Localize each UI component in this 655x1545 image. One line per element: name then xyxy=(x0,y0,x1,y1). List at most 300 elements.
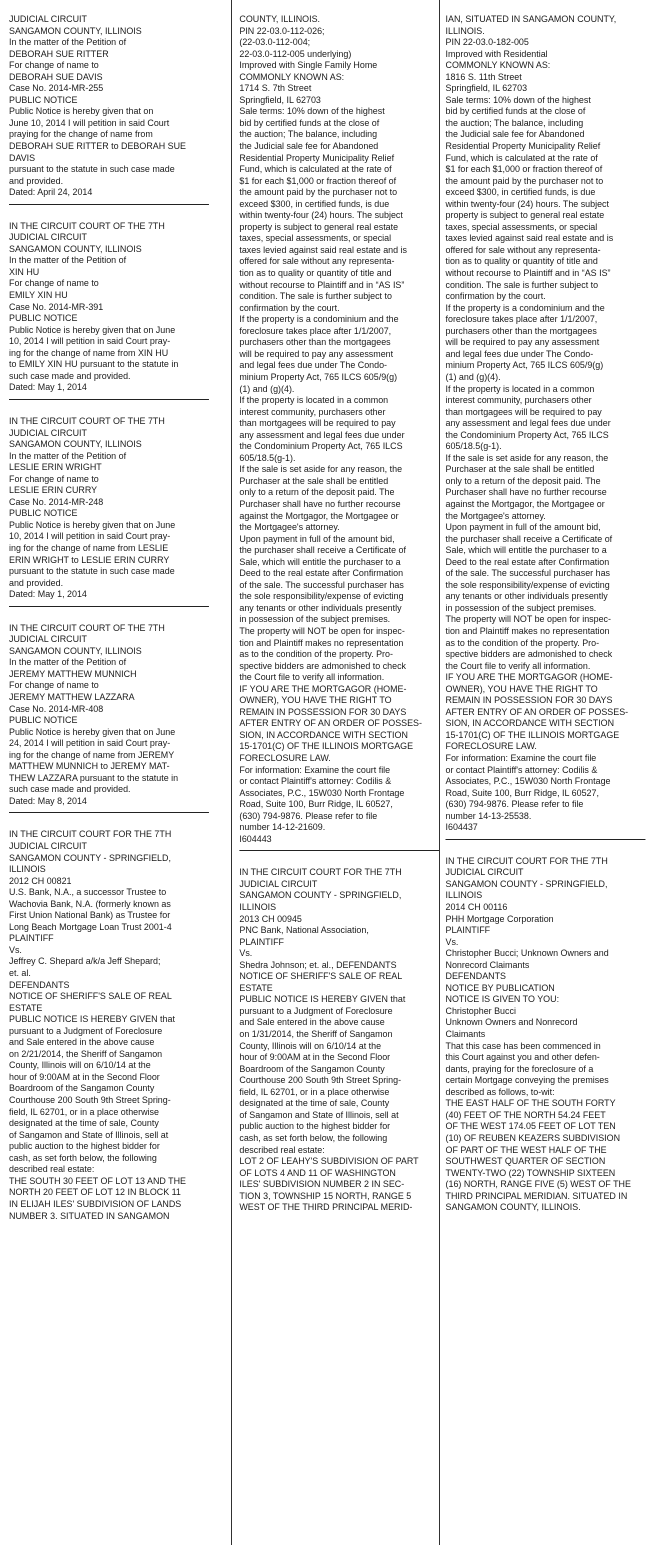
notice-text-line: (10) OF REUBEN KEAZERS SUBDIVISION xyxy=(445,1132,621,1144)
notice-text-line: Sale terms: 10% down of the highest xyxy=(445,94,591,106)
notice-text-line: described real estate: xyxy=(239,1144,325,1156)
notice-text-line: Dated: May 8, 2014 xyxy=(9,795,87,807)
notice-text-line: ERIN WRIGHT to LESLIE ERIN CURRY xyxy=(9,554,170,566)
notice-text-line: PUBLIC NOTICE IS HEREBY GIVEN that xyxy=(239,994,406,1006)
notice-text-line: Springfield, IL 62703 xyxy=(445,83,528,95)
notice-text-line: IN THE CIRCUIT COURT OF THE 7TH xyxy=(9,415,165,427)
notice-text-line: Long Beach Mortgage Loan Trust 2001-4 xyxy=(9,921,172,933)
notice-text-line: IN THE CIRCUIT COURT FOR THE 7TH xyxy=(445,855,608,867)
notice-text-line: SANGAMON COUNTY, ILLINOIS xyxy=(9,25,142,37)
notice-text-line: on 2/21/2014, the Sheriff of Sangamon xyxy=(9,1048,163,1060)
notice-divider xyxy=(9,606,209,607)
notice-text-line: dants, praying for the foreclosure of a xyxy=(445,1063,594,1075)
notice-text-line: NOTICE BY PUBLICATION xyxy=(445,982,555,994)
notice-text-line: only to a return of the deposit paid. The xyxy=(445,475,601,487)
notice-text-line: will be required to pay any assessment xyxy=(445,337,600,349)
notice-text-line: Boardroom of the Sangamon County xyxy=(239,1063,385,1075)
notice-text-line: For information: Examine the court file xyxy=(239,764,391,776)
notice-text-line: ESTATE xyxy=(239,982,273,994)
notice-text-line: Residential Property Municipality Relief xyxy=(239,152,395,164)
legal-notice xyxy=(446,14,646,840)
notice-text-line: (630) 794-9876. Please refer to file xyxy=(445,799,584,811)
notice-text-line: PUBLIC NOTICE xyxy=(9,313,78,325)
notice-text-line: hour of 9:00AM at in the Second Floor xyxy=(9,1071,160,1083)
notice-text-line: ILES' SUBDIVISION NUMBER 2 IN SEC- xyxy=(239,1179,405,1191)
notice-text-line: the auction; The balance, including xyxy=(239,129,378,141)
notice-text-line: ILLINOIS. xyxy=(445,25,485,37)
notice-text-line: Purchaser shall have no further recourse xyxy=(445,487,607,499)
legal-notice xyxy=(239,867,439,1213)
notice-divider xyxy=(9,204,209,205)
notice-text-line: Deed to the real estate after Confirmation xyxy=(445,556,610,568)
notice-text-line: SANGAMON COUNTY - SPRINGFIELD, xyxy=(445,878,608,890)
notice-text-line: any assessment and legal fees due under xyxy=(239,429,405,441)
notice-text-line: If the property is a condominium and the xyxy=(445,302,605,314)
notice-text-line: Fund, which is calculated at the rate of xyxy=(239,164,392,176)
notice-text-line: within twenty-four (24) hours. The subject xyxy=(239,210,403,222)
notice-text-line: ILLINOIS xyxy=(239,902,277,914)
notice-text-line: ILLINOIS xyxy=(9,864,46,876)
notice-text-line: and Sale entered in the above cause xyxy=(9,1037,155,1049)
notice-text-line: For change of name to xyxy=(9,278,99,290)
notice-text-line: Wachovia Bank, N.A. (formerly known as xyxy=(9,898,171,910)
notice-text-line: Shedra Johnson; et. al., DEFENDANTS xyxy=(239,959,397,971)
notice-text-line: (630) 794-9876. Please refer to file xyxy=(239,810,378,822)
notice-text-line: SANGAMON COUNTY, ILLINOIS xyxy=(9,645,142,657)
notice-text-line: Public Notice is hereby given that on June xyxy=(9,726,176,738)
notice-divider xyxy=(9,399,209,400)
notice-text-line: the sole responsibility/expense of evicting xyxy=(445,579,610,591)
notice-text-line: SANGAMON COUNTY - SPRINGFIELD, xyxy=(9,852,171,864)
notice-text-line: in possession of the subject premises. xyxy=(239,614,391,626)
notice-text-line: Vs. xyxy=(239,948,253,960)
notice-text-line: I604443 xyxy=(239,833,272,845)
notice-text-line: If the property is located in a common xyxy=(239,395,389,407)
notice-text-line: 1816 S. 11th Street xyxy=(445,71,522,83)
column-3 xyxy=(439,0,634,1545)
notice-text-line: Sale, which will entitle the purchaser to a xyxy=(445,545,607,557)
notice-text-line: NUMBER 3. SITUATED IN SANGAMON xyxy=(9,1210,170,1222)
notice-text-line: Purchaser at the sale shall be entitled xyxy=(239,475,389,487)
notice-text-line: COMMONLY KNOWN AS: xyxy=(239,71,345,83)
notice-text-line: PLAINTIFF xyxy=(9,933,54,945)
notice-text-line: field, IL 62701, or in a place otherwise xyxy=(239,1086,390,1098)
notice-text-line: SANGAMON COUNTY, ILLINOIS. xyxy=(445,1202,581,1214)
notice-text-line: number 14-12-21609. xyxy=(239,822,326,834)
notice-text-line: For change of name to xyxy=(9,473,99,485)
notice-text-line: described as follows, to-wit: xyxy=(445,1086,555,1098)
notice-text-line: taxes, special assessments, or special xyxy=(445,221,598,233)
notice-text-line: For information: Examine the court file xyxy=(445,753,597,764)
notice-text-line: If the property is located in a common xyxy=(445,383,595,395)
notice-text-line: In the matter of the Petition of xyxy=(9,657,127,669)
notice-text-line: The property will NOT be open for inspec- xyxy=(239,625,405,637)
notice-text-line: ing for the change of name from JEREMY xyxy=(9,749,175,761)
notice-text-line: 15-1701(C) OF THE ILLINOIS MORTGAGE xyxy=(445,729,620,741)
notice-text-line: ILLINOIS xyxy=(445,890,483,902)
notice-text-line: field, IL 62701, or in a place otherwise xyxy=(9,1106,159,1118)
notice-text-line: the Condominium Property Act, 765 ILCS xyxy=(445,429,609,441)
notice-text-line: cash, as set forth below, the following xyxy=(239,1132,388,1144)
notice-text-line: DAVIS xyxy=(9,152,36,164)
notice-text-line: Improved with Single Family Home xyxy=(239,60,378,72)
notice-text-line: foreclosure takes place after 1/1/2007, xyxy=(239,325,392,337)
notice-text-line: the purchaser shall receive a Certificate of xyxy=(445,533,613,545)
notice-text-line: the Judicial sale fee for Abandoned xyxy=(445,129,585,141)
notice-text-line: NOTICE OF SHERIFF'S SALE OF REAL xyxy=(239,971,403,983)
notice-text-line: Upon payment in full of the amount bid, xyxy=(239,533,395,545)
notice-text-line: this Court against you and other defen- xyxy=(445,1052,600,1064)
notice-text-line: in possession of the subject premises. xyxy=(445,602,597,614)
notice-text-line: In the matter of the Petition of xyxy=(9,37,127,49)
notice-text-line: only to a return of the deposit paid. The xyxy=(239,487,395,499)
notice-text-line: Dated: April 24, 2014 xyxy=(9,187,93,199)
notice-text-line: foreclosure takes place after 1/1/2007, xyxy=(445,314,598,326)
notice-text-line: JUDICIAL CIRCUIT xyxy=(445,867,524,879)
notice-text-line: OF THE WEST 174.05 FEET OF LOT TEN xyxy=(445,1121,616,1133)
legal-notice xyxy=(9,416,209,607)
notice-text-line: EMILY XIN HU xyxy=(9,290,68,302)
notice-text-line: PLAINTIFF xyxy=(445,925,491,937)
notice-text-line: than mortgagees will be required to pay xyxy=(239,418,396,430)
notice-text-line: JEREMY MATTHEW MUNNICH xyxy=(9,668,137,680)
column-1 xyxy=(9,0,195,1545)
notice-text-line: County, Illinois will on 6/10/14 at the xyxy=(239,1040,382,1052)
notice-text-line: In the matter of the Petition of xyxy=(9,450,127,462)
notice-text-line: PIN 22-03.0-182-005 xyxy=(445,37,529,49)
notice-text-line: TWENTY-TWO (22) TOWNSHIP SIXTEEN xyxy=(445,1167,616,1179)
notice-text-line: pursuant to the statute in such case made xyxy=(9,164,175,176)
notice-text-line: 22-03.0-112-005 underlying) xyxy=(239,48,352,60)
notice-text-line: Public Notice is hereby given that on xyxy=(9,106,154,118)
notice-text-line: PNC Bank, National Association, xyxy=(239,925,369,937)
notice-text-line: AFTER ENTRY OF AN ORDER OF POSSES- xyxy=(445,706,629,718)
notice-text-line: Public Notice is hereby given that on June xyxy=(9,324,176,336)
notice-text-line: IF YOU ARE THE MORTGAGOR (HOME- xyxy=(445,672,613,684)
notice-divider xyxy=(446,839,646,840)
notice-text-line: Residential Property Municipality Relief xyxy=(445,141,601,153)
notice-text-line: I604437 xyxy=(445,822,478,834)
notice-text-line: certain Mortgage conveying the premises xyxy=(445,1075,609,1087)
notice-text-line: minium Property Act, 765 ILCS 605/9(g) xyxy=(445,360,604,372)
notice-text-line: bid by certified funds at the close of xyxy=(239,117,380,129)
notice-text-line: SANGAMON COUNTY, ILLINOIS xyxy=(9,243,142,255)
notice-text-line: as to the condition of the property. Pro- xyxy=(239,649,393,661)
notice-text-line: tion as to quality or quantity of title and xyxy=(445,256,598,268)
notice-text-line: and legal fees due under The Condo- xyxy=(239,360,388,372)
notice-text-line: IN THE CIRCUIT COURT FOR THE 7TH xyxy=(239,867,402,879)
notice-text-line: Claimants xyxy=(445,1029,486,1041)
notice-text-line: SOUTHWEST QUARTER OF SECTION xyxy=(445,1156,606,1168)
notice-text-line: the sole responsibility/expense of evicting xyxy=(239,591,404,603)
notice-text-line: JUDICIAL CIRCUIT xyxy=(9,634,88,646)
notice-text-line: Courthouse 200 South 9th Street Spring- xyxy=(9,1095,171,1107)
legal-notice xyxy=(446,856,646,1214)
notice-text-line: County, Illinois will on 6/10/14 at the xyxy=(9,1060,151,1072)
notice-text-line: confirmation by the court. xyxy=(239,302,340,314)
notice-text-line: IN ELIJAH ILES' SUBDIVISION OF LANDS xyxy=(9,1198,182,1210)
notice-text-line: taxes levied against said real estate and is xyxy=(445,233,614,245)
notice-text-line: public auction to the highest bidder for xyxy=(239,1121,391,1133)
notice-text-line: OF LOTS 4 AND 11 OF WASHINGTON xyxy=(239,1167,396,1179)
notice-text-line: 10, 2014 I will petition in said Court pray- xyxy=(9,336,171,348)
notice-text-line: ESTATE xyxy=(9,1002,43,1014)
notice-text-line: Case No. 2014-MR-391 xyxy=(9,301,104,313)
notice-text-line: any tenants or other individuals presently xyxy=(445,591,608,603)
legal-notice xyxy=(9,14,209,205)
notice-text-line: DEBORAH SUE RITTER to DEBORAH SUE xyxy=(9,141,186,153)
notice-text-line: any assessment and legal fees due under xyxy=(445,418,611,430)
notice-text-line: $1 for each $1,000 or fraction thereof of xyxy=(239,175,397,187)
notice-text-line: (1) and (g)(4). xyxy=(445,371,501,383)
notice-text-line: of Sangamon and State of Illinois, sell at xyxy=(9,1129,169,1141)
notice-text-line: PUBLIC NOTICE xyxy=(9,94,78,106)
notice-text-line: (1) and (g)(4). xyxy=(239,383,295,395)
notice-text-line: June 10, 2014 I will petition in said Court xyxy=(9,117,170,129)
notice-text-line: First Union National Bank) as Trustee for xyxy=(9,910,171,922)
notice-text-line: DEFENDANTS xyxy=(445,971,506,983)
notice-text-line: taxes, special assessments, or special xyxy=(239,233,392,245)
notice-text-line: Springfield, IL 62703 xyxy=(239,94,321,106)
notice-text-line: the Condominium Property Act, 765 ILCS xyxy=(239,441,403,453)
legal-notice xyxy=(239,14,439,851)
notice-text-line: DEBORAH SUE DAVIS xyxy=(9,71,103,83)
notice-text-line: purchasers other than the mortgagees xyxy=(239,337,391,349)
notice-text-line: any tenants or other individuals presently xyxy=(239,602,402,614)
notice-text-line: NOTICE IS GIVEN TO YOU: xyxy=(445,994,560,1006)
notice-text-line: REMAIN IN POSSESSION FOR 30 DAYS xyxy=(239,706,407,718)
notice-text-line: the auction; The balance, including xyxy=(445,117,584,129)
notice-text-line: such case made and provided. xyxy=(9,370,131,382)
notice-text-line: (16) NORTH, RANGE FIVE (5) WEST OF THE xyxy=(445,1179,631,1191)
notice-text-line: $1 for each $1,000 or fraction thereof of xyxy=(445,164,603,176)
notice-text-line: JUDICIAL CIRCUIT xyxy=(9,232,88,244)
notice-text-line: 15-1701(C) OF THE ILLINOIS MORTGAGE xyxy=(239,741,414,753)
notice-text-line: condition. The sale is further subject to xyxy=(239,291,392,303)
notice-text-line: the Mortgagee's attorney. xyxy=(239,522,340,534)
notice-text-line: Christopher Bucci; Unknown Owners and xyxy=(445,948,609,960)
notice-text-line: described real estate: xyxy=(9,1164,95,1176)
notice-text-line: on 1/31/2014, the Sheriff of Sangamon xyxy=(239,1029,393,1041)
notice-text-line: et. al. xyxy=(9,968,31,980)
notice-text-line: Dated: May 1, 2014 xyxy=(9,382,87,394)
notice-text-line: PUBLIC NOTICE xyxy=(9,715,78,727)
notice-text-line: property is subject to general real estate xyxy=(445,210,605,222)
notice-text-line: XIN HU xyxy=(9,266,40,278)
notice-text-line: OWNER), YOU HAVE THE RIGHT TO xyxy=(445,683,598,695)
notice-text-line: JUDICIAL CIRCUIT xyxy=(9,14,88,25)
notice-text-line: the amount paid by the purchaser not to xyxy=(239,187,398,199)
notice-text-line: 1714 S. 7th Street xyxy=(239,83,312,95)
notice-text-line: WEST OF THE THIRD PRINCIPAL MERID- xyxy=(239,1202,413,1214)
notice-text-line: praying for the change of name from xyxy=(9,129,153,141)
notice-text-line: JUDICIAL CIRCUIT xyxy=(9,427,88,439)
notice-text-line: FORECLOSURE LAW. xyxy=(239,753,331,764)
notice-text-line: such case made and provided. xyxy=(9,784,131,796)
notice-text-line: SION, IN ACCORDANCE WITH SECTION xyxy=(239,729,408,741)
notice-text-line: JEREMY MATTHEW LAZZARA xyxy=(9,691,135,703)
notice-text-line: TION 3, TOWNSHIP 15 NORTH, RANGE 5 xyxy=(239,1190,412,1202)
notice-text-line: designated at the time of sale, County xyxy=(9,1118,159,1130)
notice-text-line: without recourse to Plaintiff and in “AS IS” xyxy=(445,268,611,280)
notice-text-line: tion and Plaintiff makes no representation xyxy=(445,625,610,637)
notice-text-line: interest community, purchasers other xyxy=(239,406,386,418)
notice-text-line: IN THE CIRCUIT COURT FOR THE 7TH xyxy=(9,829,172,841)
legal-notice xyxy=(9,221,209,400)
notice-text-line: tion and Plaintiff makes no representation xyxy=(239,637,404,649)
notice-text-line: within twenty-four (24) hours. The subject xyxy=(445,198,610,210)
notice-text-line: Boardroom of the Sangamon County xyxy=(9,1083,155,1095)
notice-text-line: and provided. xyxy=(9,577,64,589)
notice-text-line: minium Property Act, 765 ILCS 605/9(g) xyxy=(239,371,398,383)
notice-text-line: interest community, purchasers other xyxy=(445,395,592,407)
notice-text-line: exceed $300, in certified funds, is due xyxy=(445,187,596,199)
notice-text-line: designated at the time of sale, County xyxy=(239,1098,390,1110)
notice-text-line: 24, 2014 I will petition in said Court pray- xyxy=(9,738,171,750)
notice-text-line: Improved with Residential xyxy=(445,48,548,60)
notice-text-line: NOTICE OF SHERIFF'S SALE OF REAL xyxy=(9,991,172,1003)
notice-text-line: pursuant to a Judgment of Foreclosure xyxy=(9,1025,163,1037)
notice-text-line: and provided. xyxy=(9,175,64,187)
notice-text-line: the purchaser shall receive a Certificate of xyxy=(239,545,406,557)
notice-text-line: 605/18.5(g-1). xyxy=(445,441,502,453)
notice-divider xyxy=(239,850,439,851)
legal-notice xyxy=(9,829,209,1222)
notice-text-line: DEBORAH SUE RITTER xyxy=(9,48,109,60)
notice-text-line: JUDICIAL CIRCUIT xyxy=(9,841,88,852)
notice-text-line: or contact Plaintiff's attorney: Codilis & xyxy=(445,764,598,776)
notice-text-line: Case No. 2014-MR-248 xyxy=(9,496,104,508)
notice-text-line: LESLIE ERIN WRIGHT xyxy=(9,462,102,474)
notice-text-line: THIRD PRINCIPAL MERIDIAN. SITUATED IN xyxy=(445,1190,628,1202)
notice-text-line: bid by certified funds at the close of xyxy=(445,106,586,118)
notice-text-line: COUNTY, ILLINOIS. xyxy=(239,14,321,25)
notice-text-line: tion as to quality or quantity of title and xyxy=(239,268,392,280)
notice-text-line: REMAIN IN POSSESSION FOR 30 DAYS xyxy=(445,695,613,707)
notice-text-line: ing for the change of name from LESLIE xyxy=(9,542,169,554)
notice-text-line: offered for sale without any representa- xyxy=(239,256,395,268)
notice-text-line: condition. The sale is further subject to xyxy=(445,279,599,291)
notice-text-line: pursuant to the statute in such case made xyxy=(9,566,175,578)
notice-text-line: OWNER), YOU HAVE THE RIGHT TO xyxy=(239,695,392,707)
notice-text-line: If the sale is set aside for any reason, the xyxy=(445,452,609,464)
notice-text-line: IN THE CIRCUIT COURT OF THE 7TH xyxy=(9,622,165,634)
notice-text-line: PHH Mortgage Corporation xyxy=(445,913,554,925)
notice-text-line: LESLIE ERIN CURRY xyxy=(9,485,98,497)
notice-text-line: SION, IN ACCORDANCE WITH SECTION xyxy=(445,718,615,730)
notice-text-line: Sale, which will entitle the purchaser to a xyxy=(239,556,401,568)
notice-text-line: Courthouse 200 South 9th Street Spring- xyxy=(239,1075,402,1087)
notice-text-line: PIN 22-03.0-112-026; xyxy=(239,25,325,37)
notice-text-line: PUBLIC NOTICE IS HEREBY GIVEN that xyxy=(9,1014,175,1026)
notice-text-line: DEFENDANTS xyxy=(9,979,70,991)
notice-text-line: the Court file to verify all information. xyxy=(239,672,385,684)
notice-text-line: Fund, which is calculated at the rate of xyxy=(445,152,598,164)
notice-text-line: the Judicial sale fee for Abandoned xyxy=(239,141,379,153)
notice-text-line: taxes levied against said real estate and is xyxy=(239,244,408,256)
notice-text-line: Unknown Owners and Nonrecord xyxy=(445,1017,578,1029)
notice-text-line: Road, Suite 100, Burr Ridge, IL 60527, xyxy=(239,799,393,811)
notice-text-line: Deed to the real estate after Confirmation xyxy=(239,568,404,580)
notice-text-line: FORECLOSURE LAW. xyxy=(445,741,537,753)
notice-text-line: Purchaser at the sale shall be entitled xyxy=(445,464,595,476)
notice-text-line: and legal fees due under The Condo- xyxy=(445,348,594,360)
notice-text-line: as to the condition of the property. Pro- xyxy=(445,637,600,649)
notice-text-line: of the sale. The successful purchaser has xyxy=(445,568,611,580)
notice-text-line: COMMONLY KNOWN AS: xyxy=(445,60,551,72)
notice-text-line: (22-03.0-112-004; xyxy=(239,37,311,49)
notice-text-line: PLAINTIFF xyxy=(239,936,284,948)
notice-text-line: confirmation by the court. xyxy=(445,291,546,303)
notice-text-line: than mortgagees will be required to pay xyxy=(445,406,602,418)
notice-text-line: ing for the change of name from XIN HU xyxy=(9,347,169,359)
notice-text-line: against the Mortgagor, the Mortgagee or xyxy=(445,498,605,510)
notice-text-line: of Sangamon and State of Illinois, sell at xyxy=(239,1109,399,1121)
notice-text-line: the Court file to verify all information. xyxy=(445,660,591,672)
notice-text-line: THE SOUTH 30 FEET OF LOT 13 AND THE xyxy=(9,1175,187,1187)
notice-text-line: MATTHEW MUNNICH to JEREMY MAT- xyxy=(9,761,170,773)
notice-text-line: The property will NOT be open for inspec- xyxy=(445,614,611,626)
notice-text-line: Vs. xyxy=(9,944,22,956)
notice-text-line: Vs. xyxy=(445,936,459,948)
notice-text-line: For change of name to xyxy=(9,60,99,72)
notice-text-line: exceed $300, in certified funds, is due xyxy=(239,198,390,210)
notice-text-line: 2013 CH 00945 xyxy=(239,913,302,925)
notice-text-line: NORTH 20 FEET OF LOT 12 IN BLOCK 11 xyxy=(9,1187,181,1199)
notice-text-line: purchasers other than the mortgagees xyxy=(445,325,597,337)
notice-text-line: Road, Suite 100, Burr Ridge, IL 60527, xyxy=(445,787,599,799)
notice-text-line: Case No. 2014-MR-255 xyxy=(9,83,104,95)
notice-text-line: number 14-13-25538. xyxy=(445,810,532,822)
notice-text-line: IAN, SITUATED IN SANGAMON COUNTY, xyxy=(445,14,617,25)
notice-text-line: pursuant to a Judgment of Foreclosure xyxy=(239,1005,393,1017)
legal-notice xyxy=(9,623,209,814)
notice-text-line: the Mortgagee's attorney. xyxy=(445,510,546,522)
notice-text-line: 10, 2014 I will petition in said Court pray- xyxy=(9,531,171,543)
notice-text-line: IN THE CIRCUIT COURT OF THE 7TH xyxy=(9,220,165,232)
notice-text-line: IF YOU ARE THE MORTGAGOR (HOME- xyxy=(239,683,407,695)
notice-text-line: That this case has been commenced in xyxy=(445,1040,601,1052)
notice-text-line: Dated: May 1, 2014 xyxy=(9,589,87,601)
notice-text-line: offered for sale without any representa- xyxy=(445,244,601,256)
notice-text-line: Sale terms: 10% down of the highest xyxy=(239,106,385,118)
notice-text-line: property is subject to general real estate xyxy=(239,221,399,233)
notice-text-line: 2012 CH 00821 xyxy=(9,875,72,887)
notice-divider xyxy=(9,812,209,813)
notice-text-line: Case No. 2014-MR-408 xyxy=(9,703,104,715)
notice-text-line: AFTER ENTRY OF AN ORDER OF POSSES- xyxy=(239,718,422,730)
notice-text-line: In the matter of the Petition of xyxy=(9,255,127,267)
notice-text-line: U.S. Bank, N.A., a successor Trustee to xyxy=(9,887,167,899)
notice-text-line: or contact Plaintiff's attorney: Codilis & xyxy=(239,776,392,788)
notice-text-line: (40) FEET OF THE NORTH 54.24 FEET xyxy=(445,1109,606,1121)
notice-text-line: OF PART OF THE WEST HALF OF THE xyxy=(445,1144,607,1156)
notice-text-line: Upon payment in full of the amount bid, xyxy=(445,522,601,534)
notice-text-line: to EMILY XIN HU pursuant to the statute in xyxy=(9,359,179,371)
notice-text-line: will be required to pay any assessment xyxy=(239,348,394,360)
notice-text-line: For change of name to xyxy=(9,680,99,692)
notice-text-line: against the Mortgagor, the Mortgagee or xyxy=(239,510,399,522)
notice-text-line: SANGAMON COUNTY, ILLINOIS xyxy=(9,439,142,451)
column-2 xyxy=(231,0,422,1545)
notice-text-line: 2014 CH 00116 xyxy=(445,902,508,914)
notice-text-line: If the sale is set aside for any reason, the xyxy=(239,464,403,476)
notice-text-line: JUDICIAL CIRCUIT xyxy=(239,878,318,890)
notice-text-line: Associates, P.C., 15W030 North Frontage xyxy=(445,776,611,788)
notice-text-line: spective bidders are admonished to check xyxy=(445,649,613,661)
notice-text-line: THEW LAZZARA pursuant to the statute in xyxy=(9,772,179,784)
notice-text-line: public auction to the highest bidder for xyxy=(9,1141,160,1153)
